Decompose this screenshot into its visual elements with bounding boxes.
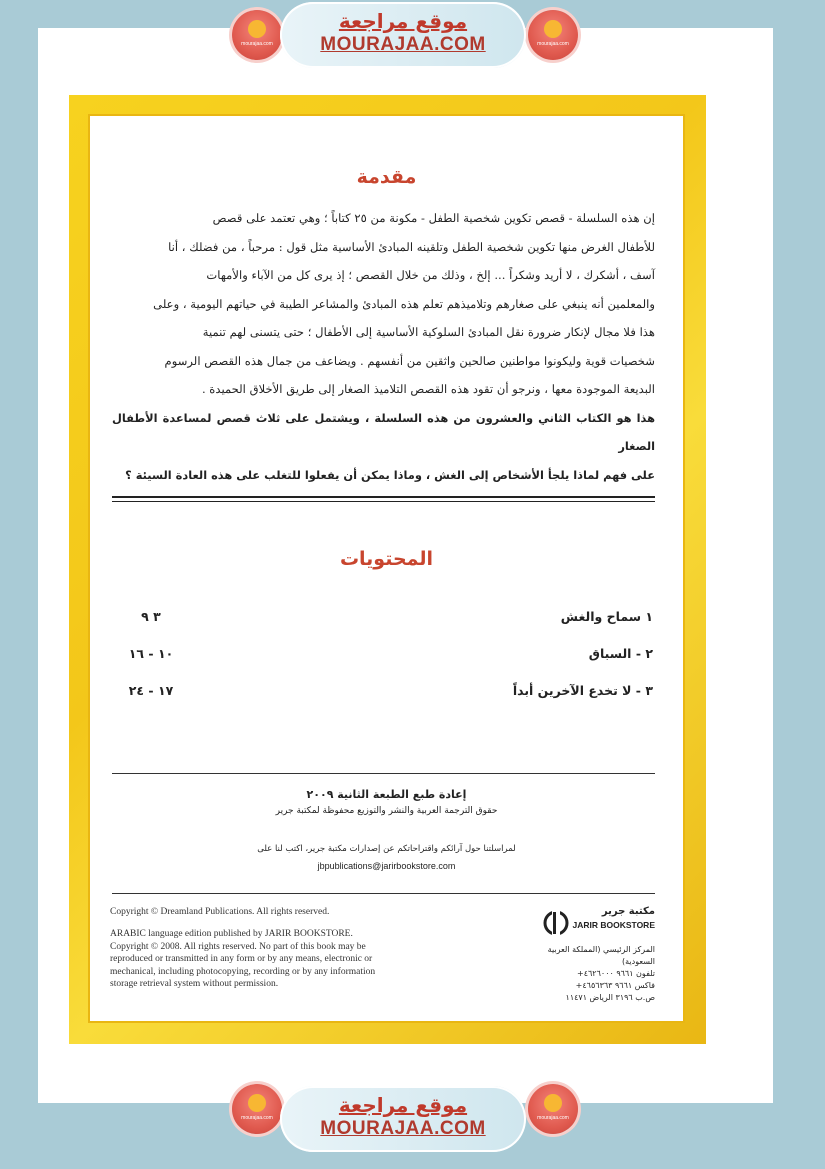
seal-dot-icon bbox=[248, 1094, 266, 1112]
copyright-block bbox=[110, 906, 390, 990]
contact-note: لمراسلتنا حول آرائكم واقتراحاتكم عن إصدارات مكتبة جرير، اكتب لنا على bbox=[257, 844, 516, 854]
copyright-divider bbox=[112, 893, 655, 894]
site-banner-bottom[interactable] bbox=[280, 1086, 526, 1152]
toc-title: ٣ - لا تخدع الآخرين أبداً bbox=[512, 683, 653, 698]
toc-item bbox=[116, 609, 653, 629]
site-banner-top[interactable] bbox=[280, 2, 526, 68]
publisher-fax: فاكس ٩٦٦١ ٤٦٥٦٣٦٣+ bbox=[575, 981, 655, 990]
intro-line: هذا فلا مجال لإنكار ضرورة نقل المبادئ السلوكية الأساسية إلى الأطفال ؛ حتى يتسنى لهم تنمية bbox=[202, 325, 655, 339]
intro-line: آسف ، أشكرك ، لا أريد وشكراً ... إلخ ، وذلك من خلال القصص ؛ إذ يرى كل من الآباء والأمهات bbox=[206, 268, 655, 282]
toc-pages: ١٠ - ١٦ bbox=[128, 646, 174, 661]
rights-note: حقوق الترجمة العربية والنشر والتوزيع محفوظة لمكتبة جرير bbox=[275, 806, 498, 816]
edition-divider bbox=[112, 773, 655, 774]
reprint-note: إعادة طبع الطبعة الثانية ٢٠٠٩ bbox=[306, 788, 467, 801]
copyright-line: Copyright © Dreamland Publications. All rights reserved. bbox=[110, 907, 330, 917]
site-name-ar[interactable]: موقع مراجعة bbox=[338, 1093, 468, 1117]
intro-line-bold: على فهم لماذا يلجأ الأشخاص إلى الغش ، وماذا يمكن أن يفعلوا للتغلب على هذه العادة السيئة ؟ bbox=[125, 467, 655, 482]
site-domain[interactable]: MOURAJAA.COM bbox=[320, 34, 486, 55]
page-content bbox=[88, 114, 685, 1023]
intro-paragraph bbox=[112, 204, 655, 489]
site-domain[interactable]: MOURAJAA.COM bbox=[320, 1118, 486, 1139]
copyright-line: storage retrieval system without permission. bbox=[110, 979, 279, 990]
contact-email[interactable]: jbpublications@jarirbookstore.com bbox=[317, 861, 456, 871]
publisher-name-en: JARIR BOOKSTORE bbox=[572, 920, 655, 930]
copyright-line: ARABIC language edition published by JARIR BOOKSTORE. bbox=[110, 929, 353, 940]
site-name-ar[interactable]: موقع مراجعة bbox=[338, 9, 468, 33]
seal-text: mourajaa.com bbox=[241, 41, 273, 47]
publisher-po: ص.ب ٣١٩٦ الرياض ١١٤٧١ bbox=[565, 993, 655, 1002]
seal-text: mourajaa.com bbox=[537, 1115, 569, 1121]
gold-frame bbox=[69, 95, 706, 1044]
seal-text: mourajaa.com bbox=[537, 41, 569, 47]
intro-line: والمعلمين أنه ينبغي على صغارهم وتلاميذهم تعلم هذه المبادئ والمشاعر الطيبة في حياتهم اليومية ، وعلى bbox=[153, 296, 655, 311]
copyright-line: mechanical, including photocopying, recording or by any information bbox=[110, 966, 376, 977]
contents-heading: المحتويات bbox=[339, 548, 434, 570]
toc-title: ١ سماح والغش bbox=[560, 609, 653, 624]
seal-text: mourajaa.com bbox=[241, 1115, 273, 1121]
seal-dot-icon bbox=[248, 20, 266, 38]
toc-pages: ٣ ٩ bbox=[141, 609, 161, 624]
copyright-line: reproduced or transmitted in any form or by any means, electronic or bbox=[110, 954, 373, 965]
publisher-hq: المركز الرئيسي (المملكة العربية السعودية) bbox=[547, 945, 655, 966]
copyright-line: Copyright © 2008. All rights reserved. No part of this book may be bbox=[110, 941, 366, 952]
intro-line: البديعة الموجودة معها ، ونرجو أن تقود هذه القصص التلاميذ الصغار إلى طريق الأخلاق الحميدة . bbox=[201, 382, 655, 396]
intro-heading: مقدمة bbox=[356, 166, 417, 188]
toc-pages: ١٧ - ٢٤ bbox=[128, 683, 174, 698]
site-seal-icon bbox=[528, 1084, 578, 1134]
publisher-name-ar: مكتبة جرير bbox=[601, 906, 655, 917]
publisher-contact bbox=[535, 944, 655, 1004]
jarir-logo-icon bbox=[543, 906, 655, 940]
seal-dot-icon bbox=[544, 1094, 562, 1112]
toc-title: ٢ - السباق bbox=[588, 646, 653, 661]
intro-line-bold: هذا هو الكتاب الثاني والعشرون من هذه السلسلة ، ويشتمل على ثلاث قصص لمساعدة الأطفال الصغار bbox=[112, 410, 655, 453]
site-seal-icon bbox=[528, 10, 578, 60]
intro-line: للأطفال الغرض منها تكوين شخصية الطفل وتلقينه المبادئ الأساسية مثل قول : مرحباً ، من فضلك ، أنا bbox=[168, 239, 655, 254]
publisher-tel: تلفون ٩٦٦١ ٤٦٢٦٠٠٠+ bbox=[577, 969, 655, 978]
intro-line: شخصيات قوية وليكونوا مواطنين صالحين واثقين من أنفسهم . ويضاعف من جمال هذه القصص الرسوم bbox=[164, 353, 655, 368]
site-seal-icon bbox=[232, 10, 282, 60]
toc-item bbox=[116, 646, 653, 666]
site-seal-icon bbox=[232, 1084, 282, 1134]
intro-line: إن هذه السلسلة - قصص تكوين شخصية الطفل - مكونة من ٢٥ كتاباً ؛ وهي تعتمد على قصص bbox=[212, 211, 655, 225]
toc-item bbox=[116, 683, 653, 703]
seal-dot-icon bbox=[544, 20, 562, 38]
section-divider bbox=[112, 496, 655, 502]
